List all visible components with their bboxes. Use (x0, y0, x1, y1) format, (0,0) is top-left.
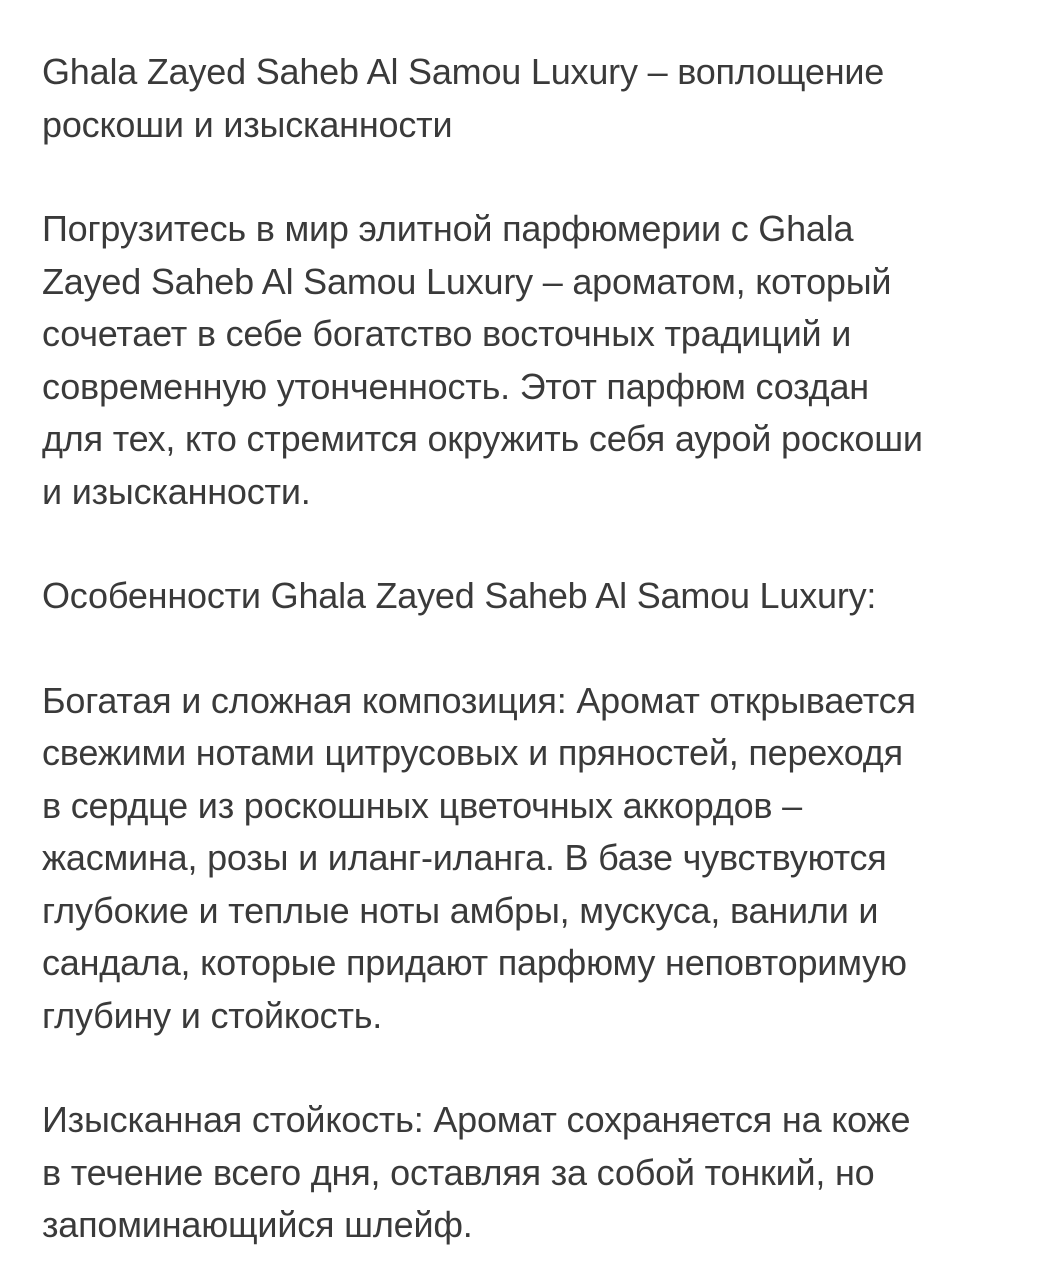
features-heading: Особенности Ghala Zayed Saheb Al Samou Luxury: (42, 575, 877, 616)
feature-longevity-paragraph: Изысканная стойкость: Аромат сохраняется на коже в течение всего дня, оставляя за собой тонкий, но запоминающийся шлейф. (42, 1099, 911, 1245)
document-title: Ghala Zayed Saheb Al Samou Luxury – воплощение роскоши и изысканности (42, 51, 885, 145)
intro-paragraph: Погрузитесь в мир элитной парфюмерии с Ghala Zayed Saheb Al Samou Luxury – ароматом, который сочетает в себе богатство восточных традиций и современную утонченность. Этот парфюм создан для тех, кто стремится окружить себя аурой роскоши и изысканности. (42, 208, 923, 512)
feature-composition-paragraph: Богатая и сложная композиция: Аромат открывается свежими нотами цитрусовых и пряностей, переходя в сердце из роскошных цветочных аккордов – жасмина, розы и иланг-иланга. В базе чувствуются глубокие и теплые ноты амбры, мускуса, ванили и сандала, которые придают парфюму неповторимую глубину и стойкость. (42, 679, 916, 1036)
